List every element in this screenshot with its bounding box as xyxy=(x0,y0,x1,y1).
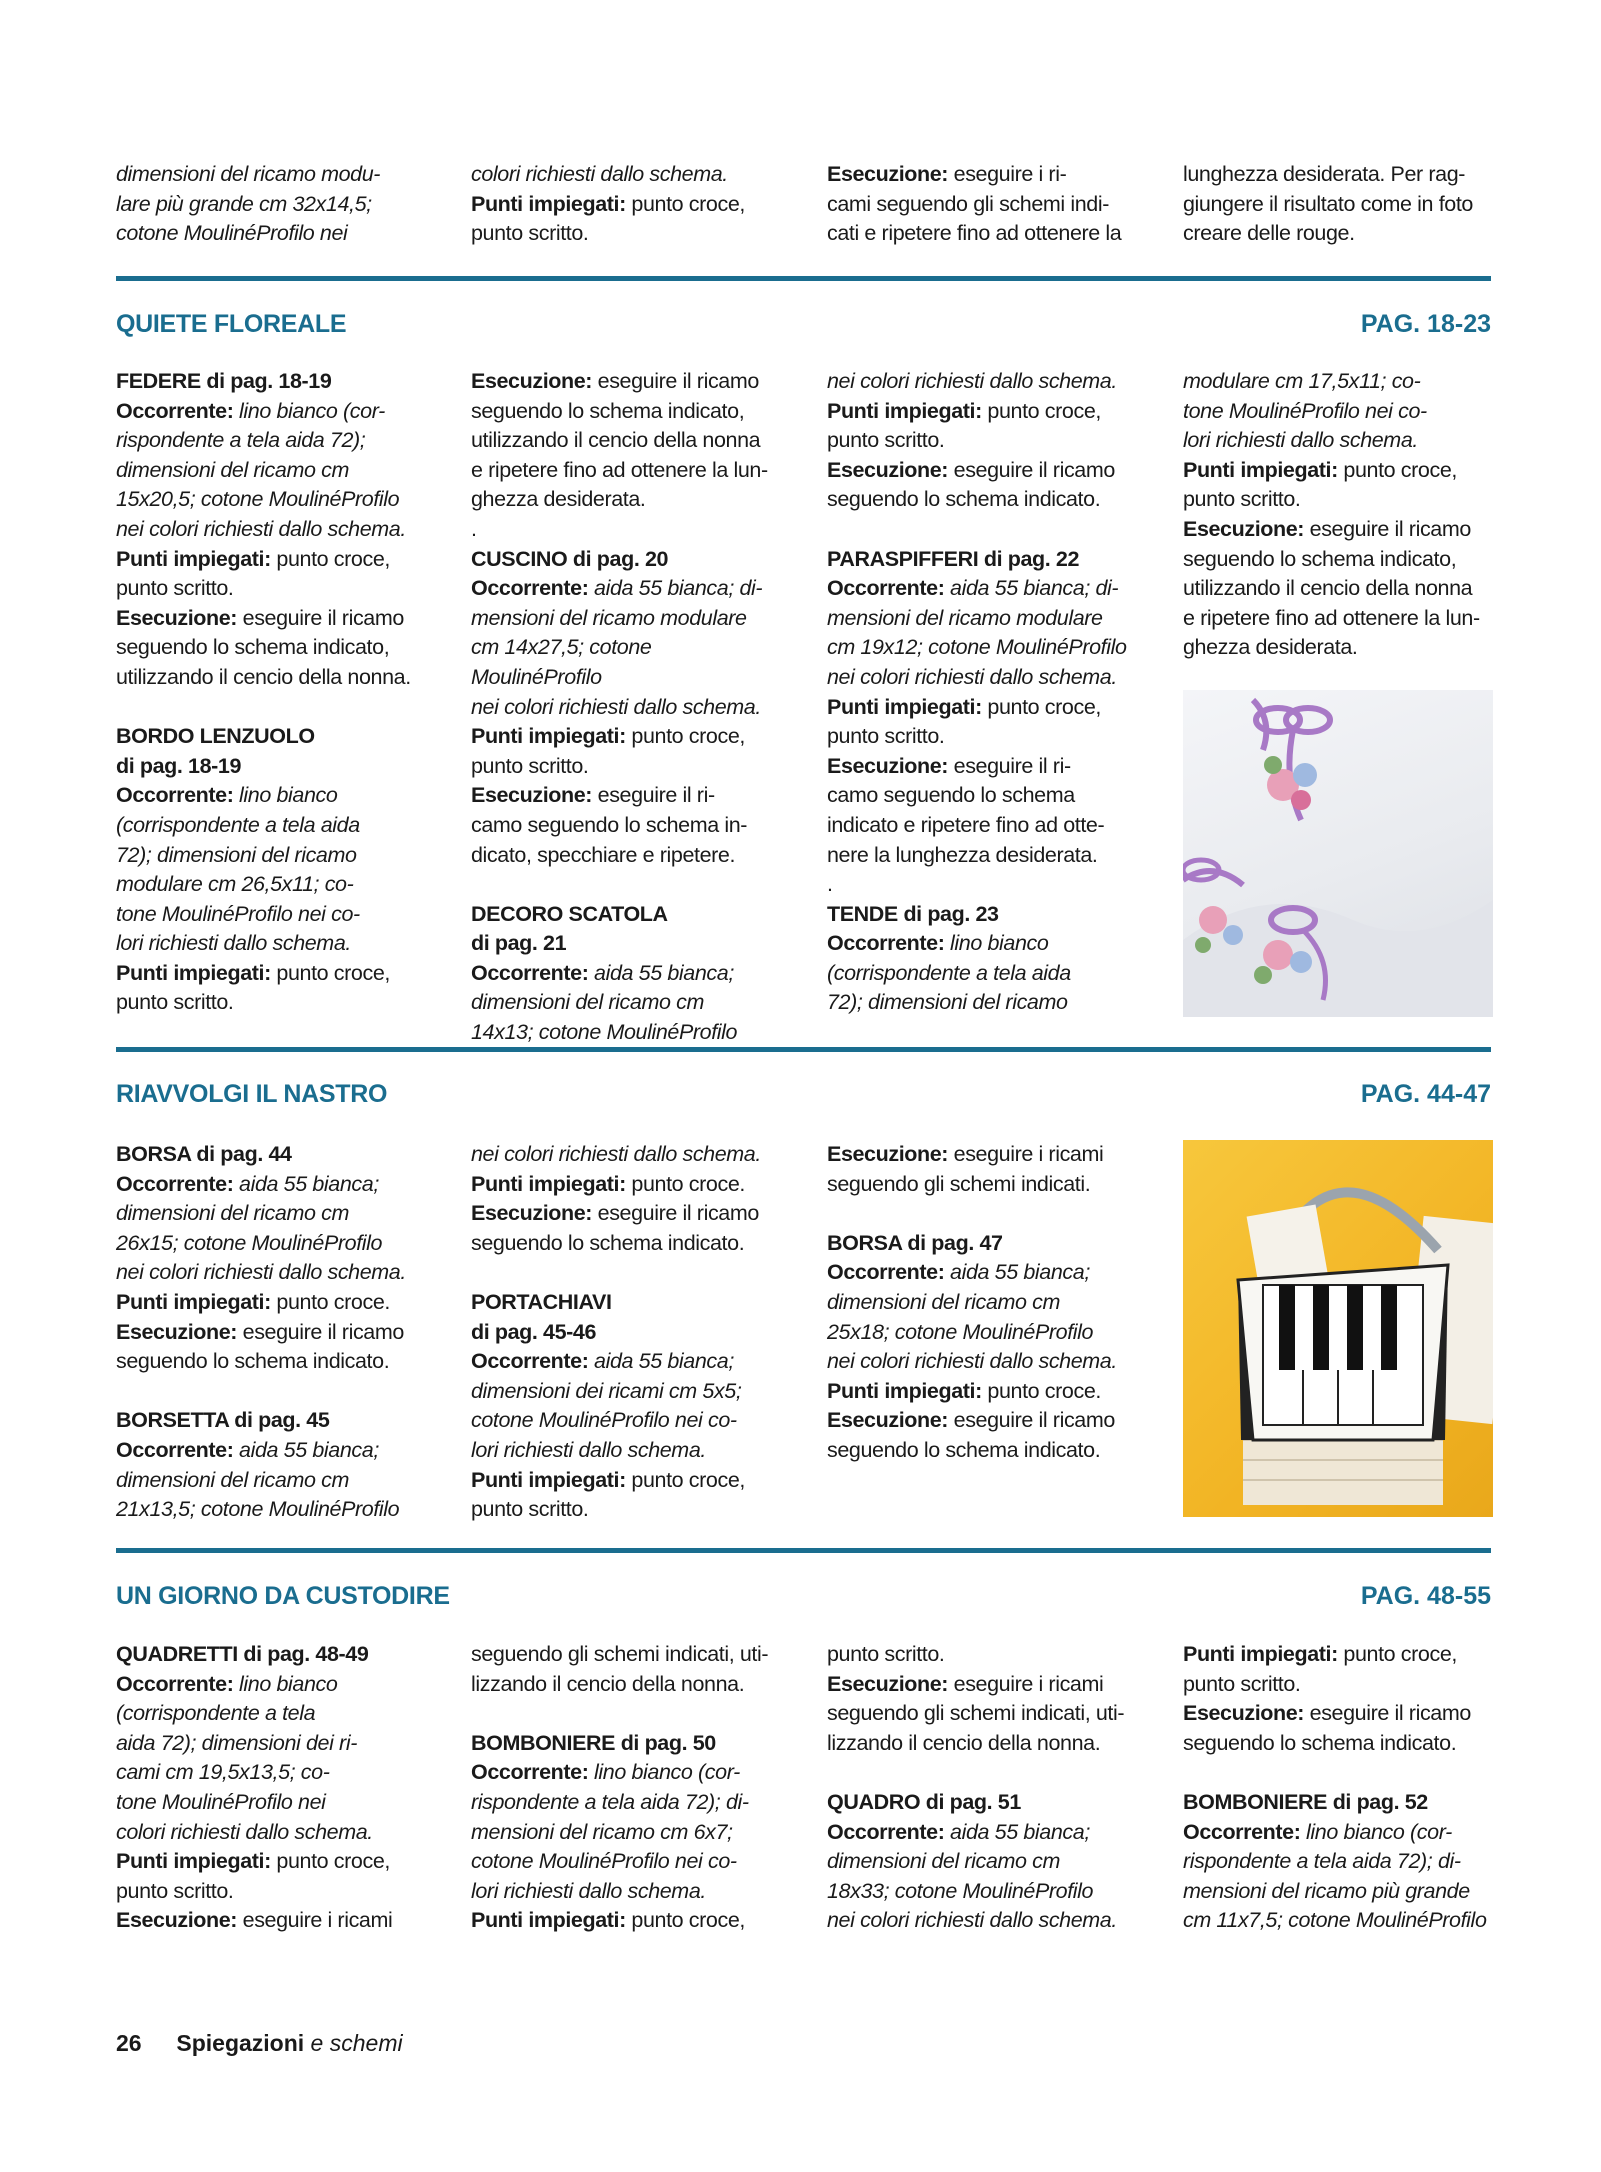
text-line: tone MoulinéProfilo nei xyxy=(116,1789,326,1814)
esecuzione-label: Esecuzione: xyxy=(827,162,949,186)
text-line: seguendo lo schema indicato. xyxy=(827,1437,1101,1462)
text-line: rispondente a tela aida 72); di- xyxy=(471,1789,749,1814)
esecuzione-label: Esecuzione: xyxy=(827,753,949,778)
punti-line xyxy=(471,722,783,752)
esecuzione-label: Esecuzione: xyxy=(1183,1701,1305,1726)
text-line: punto scritto. xyxy=(827,1642,945,1666)
esecuzione-line xyxy=(471,367,783,397)
esecuzione-text: eseguire il ricamo xyxy=(237,1319,404,1344)
punti-label: Punti impiegati: xyxy=(471,1908,626,1933)
occorrente-line xyxy=(827,929,1139,959)
text-line: aida 72); dimensioni dei ri- xyxy=(116,1730,357,1755)
text-line: 18x33; cotone MoulinéProfilo xyxy=(827,1878,1094,1903)
text-line: dimensioni del ricamo cm xyxy=(116,1201,349,1226)
occorrente-label: Occorrente: xyxy=(116,398,234,423)
esecuzione-label: Esecuzione: xyxy=(471,369,593,393)
occorrente-label: Occorrente: xyxy=(827,1819,945,1844)
occorrente-line xyxy=(827,1258,1139,1288)
esecuzione-label: Esecuzione: xyxy=(116,605,238,630)
esecuzione-text: eseguire il ricamo xyxy=(1304,516,1471,541)
punti-text: punto croce, xyxy=(1337,1642,1457,1666)
text-line: punto scritto. xyxy=(116,1878,234,1903)
punti-text: punto croce, xyxy=(270,546,390,571)
text-line: indicato e ripetere fino ad otte- xyxy=(827,812,1105,837)
text-line: nei colori richiesti dallo schema. xyxy=(471,694,761,719)
text-line: camo seguendo lo schema in- xyxy=(471,812,748,837)
punti-text: punto croce, xyxy=(625,724,745,749)
s2-column-3 xyxy=(827,1140,1139,1466)
esecuzione-line xyxy=(827,1140,1139,1170)
item-heading: BOMBONIERE di pag. 50 xyxy=(471,1730,716,1755)
text-line: modulare cm 17,5x11; co- xyxy=(1183,369,1421,393)
text-line: 72); dimensioni del ricamo xyxy=(116,842,357,867)
occorrente-text: aida 55 bianca; xyxy=(944,1819,1090,1844)
s3-column-1 xyxy=(116,1640,428,1936)
text-line: dimensioni del ricamo cm xyxy=(471,990,704,1015)
text-line: (corrispondente a tela xyxy=(116,1701,316,1726)
punti-text: punto croce, xyxy=(625,1908,745,1933)
pillowcase-illustration xyxy=(1183,690,1493,1017)
item-heading: QUADRO di pag. 51 xyxy=(827,1789,1021,1814)
esecuzione-text: eseguire il ri- xyxy=(948,753,1071,778)
item-heading: DECORO SCATOLA xyxy=(471,901,668,926)
item-heading: QUADRETTI di pag. 48-49 xyxy=(116,1642,369,1666)
text-line: nei colori richiesti dallo schema. xyxy=(827,369,1117,393)
punti-line xyxy=(471,190,783,220)
esecuzione-line xyxy=(827,456,1139,486)
item-heading: BORDO LENZUOLO xyxy=(116,724,315,749)
occorrente-label: Occorrente: xyxy=(827,1260,945,1285)
text-line: seguendo lo schema indicato, xyxy=(116,635,390,660)
esecuzione-line xyxy=(1183,1699,1495,1729)
punti-text: punto croce, xyxy=(981,694,1101,719)
occorrente-line xyxy=(116,397,428,427)
text-line: 14x13; cotone MoulinéProfilo xyxy=(471,1020,738,1045)
section-title: RIAVVOLGI IL NASTRO xyxy=(116,1080,388,1108)
text-line: seguendo lo schema indicato. xyxy=(116,1349,390,1374)
esecuzione-label: Esecuzione: xyxy=(827,1142,949,1166)
text-line: tone MoulinéProfilo nei co- xyxy=(116,901,360,926)
occorrente-line xyxy=(471,574,783,604)
text-line: cami seguendo gli schemi indi- xyxy=(827,191,1109,216)
esecuzione-text: eseguire i ricami xyxy=(237,1908,393,1933)
text-line: cotone MoulinéProfilo nei co- xyxy=(471,1408,737,1433)
text-line: cotone MoulinéProfilo nei co- xyxy=(471,1849,737,1874)
esecuzione-label: Esecuzione: xyxy=(471,783,593,808)
occorrente-label: Occorrente: xyxy=(827,931,945,956)
occorrente-line xyxy=(471,1758,783,1788)
esecuzione-label: Esecuzione: xyxy=(827,1408,949,1433)
occorrente-line xyxy=(471,1347,783,1377)
top-column-1 xyxy=(116,160,428,249)
item-heading: CUSCINO di pag. 20 xyxy=(471,546,669,571)
text-line: nei colori richiesti dallo schema. xyxy=(827,1349,1117,1374)
occorrente-label: Occorrente: xyxy=(471,1349,589,1374)
text-line: modulare cm 26,5x11; co- xyxy=(116,872,354,897)
occorrente-text: lino bianco (cor- xyxy=(233,398,385,423)
text-line: dimensioni del ricamo modu- xyxy=(116,162,381,186)
text-line: lori richiesti dallo schema. xyxy=(116,931,351,956)
punti-text: punto croce. xyxy=(981,1378,1101,1403)
item-heading: FEDERE di pag. 18-19 xyxy=(116,369,332,393)
text-line: (corrispondente a tela aida xyxy=(116,812,360,837)
esecuzione-line xyxy=(116,604,428,634)
occorrente-text: lino bianco xyxy=(944,931,1049,956)
occorrente-line xyxy=(827,1818,1139,1848)
text-line: nei colori richiesti dallo schema. xyxy=(471,1142,761,1166)
punti-label: Punti impiegati: xyxy=(1183,457,1338,482)
occorrente-label: Occorrente: xyxy=(116,1437,234,1462)
punti-line xyxy=(827,693,1139,723)
esecuzione-text: eseguire il ri- xyxy=(592,783,715,808)
text-line: nei colori richiesti dallo schema. xyxy=(116,516,406,541)
top-column-4 xyxy=(1183,160,1495,249)
text-line: mensioni del ricamo modulare xyxy=(827,605,1103,630)
punti-text: punto croce, xyxy=(625,191,745,216)
text-line: lunghezza desiderata. Per rag- xyxy=(1183,162,1466,186)
esecuzione-line xyxy=(827,752,1139,782)
page-footer xyxy=(116,2030,403,2057)
section-divider xyxy=(116,1548,1491,1553)
occorrente-label: Occorrente: xyxy=(1183,1819,1301,1844)
punti-label: Punti impiegati: xyxy=(116,1289,271,1314)
occorrente-line xyxy=(1183,1818,1495,1848)
occorrente-text: aida 55 bianca; di- xyxy=(588,576,763,601)
esecuzione-line xyxy=(471,1199,783,1229)
esecuzione-line xyxy=(471,781,783,811)
text-line: nei colori richiesti dallo schema. xyxy=(116,1260,406,1285)
esecuzione-line xyxy=(116,1318,428,1348)
item-heading: PARASPIFFERI di pag. 22 xyxy=(827,546,1080,571)
s1-column-1 xyxy=(116,367,428,1018)
text-line: lori richiesti dallo schema. xyxy=(1183,428,1418,453)
text-line: punto scritto. xyxy=(1183,487,1301,512)
occorrente-line xyxy=(116,1670,428,1700)
esecuzione-text: eseguire il ricamo xyxy=(592,369,759,393)
punti-line xyxy=(471,1170,783,1200)
text-line: mensioni del ricamo cm 6x7; xyxy=(471,1819,733,1844)
esecuzione-text: eseguire i ricami xyxy=(948,1142,1104,1166)
punti-label: Punti impiegati: xyxy=(471,1171,626,1196)
esecuzione-line xyxy=(827,1670,1139,1700)
occorrente-text: aida 55 bianca; xyxy=(233,1437,379,1462)
esecuzione-text: eseguire i ri- xyxy=(948,162,1067,186)
esecuzione-text: eseguire il ricamo xyxy=(237,605,404,630)
esecuzione-line xyxy=(116,1906,428,1936)
esecuzione-label: Esecuzione: xyxy=(471,1201,593,1226)
text-line: 21x13,5; cotone MoulinéProfilo xyxy=(116,1497,400,1522)
punti-line xyxy=(116,1288,428,1318)
text-line: lizzando il cencio della nonna. xyxy=(471,1671,745,1696)
punti-line xyxy=(471,1466,783,1496)
occorrente-line xyxy=(471,959,783,989)
text-line: giungere il risultato come in foto xyxy=(1183,191,1473,216)
esecuzione-label: Esecuzione: xyxy=(827,457,949,482)
piano-bag-illustration xyxy=(1183,1140,1493,1517)
text-line: colori richiesti dallo schema. xyxy=(471,162,728,186)
esecuzione-text: eseguire il ricamo xyxy=(948,1408,1115,1433)
esecuzione-line xyxy=(827,160,1139,190)
text-line: creare delle rouge. xyxy=(1183,221,1355,246)
punti-line xyxy=(827,397,1139,427)
esecuzione-text: eseguire il ricamo xyxy=(592,1201,759,1226)
text-line: mensioni del ricamo più grande xyxy=(1183,1878,1470,1903)
pillowcase-photo xyxy=(1183,690,1493,1017)
section-pages: PAG. 48-55 xyxy=(1360,1582,1491,1610)
text-line: camo seguendo lo schema xyxy=(827,783,1075,808)
text-line: lizzando il cencio della nonna. xyxy=(827,1730,1101,1755)
s2-column-2 xyxy=(471,1140,783,1525)
text-line: cami cm 19,5x13,5; co- xyxy=(116,1760,330,1785)
text-line: . xyxy=(827,872,833,897)
item-heading: di pag. 18-19 xyxy=(116,753,242,778)
text-line: lori richiesti dallo schema. xyxy=(471,1437,706,1462)
text-line: seguendo lo schema indicato. xyxy=(471,1230,745,1255)
item-heading: BORSA di pag. 47 xyxy=(827,1230,1003,1255)
text-line: dicato, specchiare e ripetere. xyxy=(471,842,736,867)
occorrente-label: Occorrente: xyxy=(471,960,589,985)
s3-column-3 xyxy=(827,1640,1139,1936)
punti-line xyxy=(116,545,428,575)
text-line: cati e ripetere fino ad ottenere la xyxy=(827,221,1122,246)
occorrente-label: Occorrente: xyxy=(471,1760,589,1785)
text-line: lori richiesti dallo schema. xyxy=(471,1878,706,1903)
punti-label: Punti impiegati: xyxy=(1183,1642,1338,1666)
punti-line xyxy=(116,1847,428,1877)
top-column-2 xyxy=(471,160,783,249)
text-line: (corrispondente a tela aida xyxy=(827,960,1071,985)
esecuzione-text: eseguire i ricami xyxy=(948,1671,1104,1696)
text-line: nei colori richiesti dallo schema. xyxy=(827,664,1117,689)
text-line: punto scritto. xyxy=(827,428,945,453)
esecuzione-line xyxy=(1183,515,1495,545)
occorrente-label: Occorrente: xyxy=(116,1171,234,1196)
s1-column-2 xyxy=(471,367,783,1048)
section-divider xyxy=(116,276,1491,281)
text-line: punto scritto. xyxy=(471,221,589,246)
punti-label: Punti impiegati: xyxy=(827,1378,982,1403)
item-heading: PORTACHIAVI xyxy=(471,1289,612,1314)
punti-label: Punti impiegati: xyxy=(471,191,626,216)
punti-label: Punti impiegati: xyxy=(116,1849,271,1874)
section-divider xyxy=(116,1047,1491,1052)
text-line: seguendo lo schema indicato. xyxy=(1183,1730,1457,1755)
text-line: punto scritto. xyxy=(471,1497,589,1522)
text-line: seguendo gli schemi indicati. xyxy=(827,1171,1091,1196)
text-line: seguendo lo schema indicato. xyxy=(827,487,1101,512)
punti-line xyxy=(1183,1640,1495,1670)
item-heading: di pag. 21 xyxy=(471,931,567,956)
occorrente-line xyxy=(827,574,1139,604)
punti-line xyxy=(471,1906,783,1936)
punti-line xyxy=(1183,456,1495,486)
text-line: cm 11x7,5; cotone MoulinéProfilo xyxy=(1183,1908,1487,1933)
text-line: dimensioni del ricamo cm xyxy=(827,1849,1060,1874)
text-line: punto scritto. xyxy=(827,724,945,749)
text-line: ghezza desiderata. xyxy=(1183,635,1358,660)
occorrente-line xyxy=(116,1436,428,1466)
text-line: utilizzando il cencio della nonna. xyxy=(116,664,411,689)
text-line: tone MoulinéProfilo nei co- xyxy=(1183,398,1427,423)
occorrente-text: lino bianco xyxy=(233,783,338,808)
s1-column-3 xyxy=(827,367,1139,1018)
s3-column-4 xyxy=(1183,1640,1495,1936)
esecuzione-label: Esecuzione: xyxy=(827,1671,949,1696)
s2-column-1 xyxy=(116,1140,428,1525)
item-heading: BORSA di pag. 44 xyxy=(116,1142,292,1166)
text-line: seguendo lo schema indicato, xyxy=(1183,546,1457,571)
text-line: dimensioni dei ricami cm 5x5; xyxy=(471,1378,742,1403)
punti-label: Punti impiegati: xyxy=(116,960,271,985)
text-line: mensioni del ricamo modulare xyxy=(471,605,747,630)
text-line: utilizzando il cencio della nonna xyxy=(1183,576,1473,601)
text-line: punto scritto. xyxy=(1183,1671,1301,1696)
text-line: seguendo gli schemi indicati, uti- xyxy=(471,1642,769,1666)
punti-text: punto croce. xyxy=(270,1289,390,1314)
item-heading: di pag. 45-46 xyxy=(471,1319,597,1344)
text-line: cm 14x27,5; cotone MoulinéProfilo xyxy=(471,635,652,689)
punti-line xyxy=(827,1377,1139,1407)
top-column-3 xyxy=(827,160,1139,249)
text-line: punto scritto. xyxy=(471,753,589,778)
punti-text: punto croce, xyxy=(625,1467,745,1492)
item-heading: BOMBONIERE di pag. 52 xyxy=(1183,1789,1428,1814)
text-line: e ripetere fino ad ottenere la lun- xyxy=(1183,605,1480,630)
occorrente-line xyxy=(116,781,428,811)
section-title: QUIETE FLOREALE xyxy=(116,310,347,338)
footer-subtitle: e schemi xyxy=(304,2030,403,2056)
text-line: 72); dimensioni del ricamo xyxy=(827,990,1068,1015)
section-pages: PAG. 18-23 xyxy=(1360,310,1491,338)
punti-label: Punti impiegati: xyxy=(827,694,982,719)
text-line: 25x18; cotone MoulinéProfilo xyxy=(827,1319,1094,1344)
esecuzione-label: Esecuzione: xyxy=(116,1319,238,1344)
text-line: cotone MoulinéProfilo nei xyxy=(116,221,348,246)
text-line: utilizzando il cencio della nonna xyxy=(471,428,761,453)
occorrente-label: Occorrente: xyxy=(827,576,945,601)
text-line: seguendo lo schema indicato, xyxy=(471,398,745,423)
esecuzione-text: eseguire il ricamo xyxy=(1304,1701,1471,1726)
esecuzione-label: Esecuzione: xyxy=(116,1908,238,1933)
punti-line xyxy=(116,959,428,989)
text-line: e ripetere fino ad ottenere la lun- xyxy=(471,457,768,482)
esecuzione-label: Esecuzione: xyxy=(1183,516,1305,541)
punti-label: Punti impiegati: xyxy=(471,1467,626,1492)
occorrente-text: lino bianco xyxy=(233,1671,338,1696)
occorrente-text: aida 55 bianca; xyxy=(588,1349,734,1374)
punti-text: punto croce, xyxy=(1337,457,1457,482)
item-heading: TENDE di pag. 23 xyxy=(827,901,999,926)
text-line: punto scritto. xyxy=(116,990,234,1015)
occorrente-text: aida 55 bianca; xyxy=(944,1260,1090,1285)
text-line: lare più grande cm 32x14,5; xyxy=(116,191,372,216)
text-line: nei colori richiesti dallo schema. xyxy=(827,1908,1117,1933)
occorrente-label: Occorrente: xyxy=(471,576,589,601)
text-line: dimensioni del ricamo cm xyxy=(116,1467,349,1492)
occorrente-text: aida 55 bianca; di- xyxy=(944,576,1119,601)
text-line: . xyxy=(471,516,477,541)
section-pages: PAG. 44-47 xyxy=(1360,1080,1491,1108)
text-line: punto scritto. xyxy=(116,576,234,601)
punti-text: punto croce, xyxy=(270,960,390,985)
text-line: nere la lunghezza desiderata. xyxy=(827,842,1098,867)
punti-text: punto croce, xyxy=(270,1849,390,1874)
text-line: dimensioni del ricamo cm xyxy=(827,1289,1060,1314)
text-line: 15x20,5; cotone MoulinéProfilo xyxy=(116,487,400,512)
text-line: rispondente a tela aida 72); xyxy=(116,428,366,453)
punti-label: Punti impiegati: xyxy=(116,546,271,571)
esecuzione-text: eseguire il ricamo xyxy=(948,457,1115,482)
text-line: cm 19x12; cotone MoulinéProfilo xyxy=(827,635,1127,660)
s3-column-2 xyxy=(471,1640,783,1936)
occorrente-text: lino bianco (cor- xyxy=(1300,1819,1452,1844)
page-number: 26 xyxy=(116,2030,142,2056)
item-heading: BORSETTA di pag. 45 xyxy=(116,1408,330,1433)
section-title: UN GIORNO DA CUSTODIRE xyxy=(116,1582,450,1610)
punti-label: Punti impiegati: xyxy=(471,724,626,749)
occorrente-text: aida 55 bianca; xyxy=(233,1171,379,1196)
footer-title: Spiegazioni xyxy=(176,2030,305,2056)
occorrente-text: aida 55 bianca; xyxy=(588,960,734,985)
text-line: rispondente a tela aida 72); di- xyxy=(1183,1849,1461,1874)
punti-text: punto croce. xyxy=(625,1171,745,1196)
occorrente-text: lino bianco (cor- xyxy=(588,1760,740,1785)
piano-bag-photo xyxy=(1183,1140,1493,1517)
text-line: 26x15; cotone MoulinéProfilo xyxy=(116,1230,383,1255)
text-line: dimensioni del ricamo cm xyxy=(116,457,349,482)
occorrente-label: Occorrente: xyxy=(116,1671,234,1696)
text-line: seguendo gli schemi indicati, uti- xyxy=(827,1701,1125,1726)
esecuzione-line xyxy=(827,1406,1139,1436)
text-line: ghezza desiderata. xyxy=(471,487,646,512)
occorrente-label: Occorrente: xyxy=(116,783,234,808)
occorrente-line xyxy=(116,1170,428,1200)
punti-label: Punti impiegati: xyxy=(827,398,982,423)
punti-text: punto croce, xyxy=(981,398,1101,423)
text-line: colori richiesti dallo schema. xyxy=(116,1819,373,1844)
s1-column-4 xyxy=(1183,367,1495,663)
